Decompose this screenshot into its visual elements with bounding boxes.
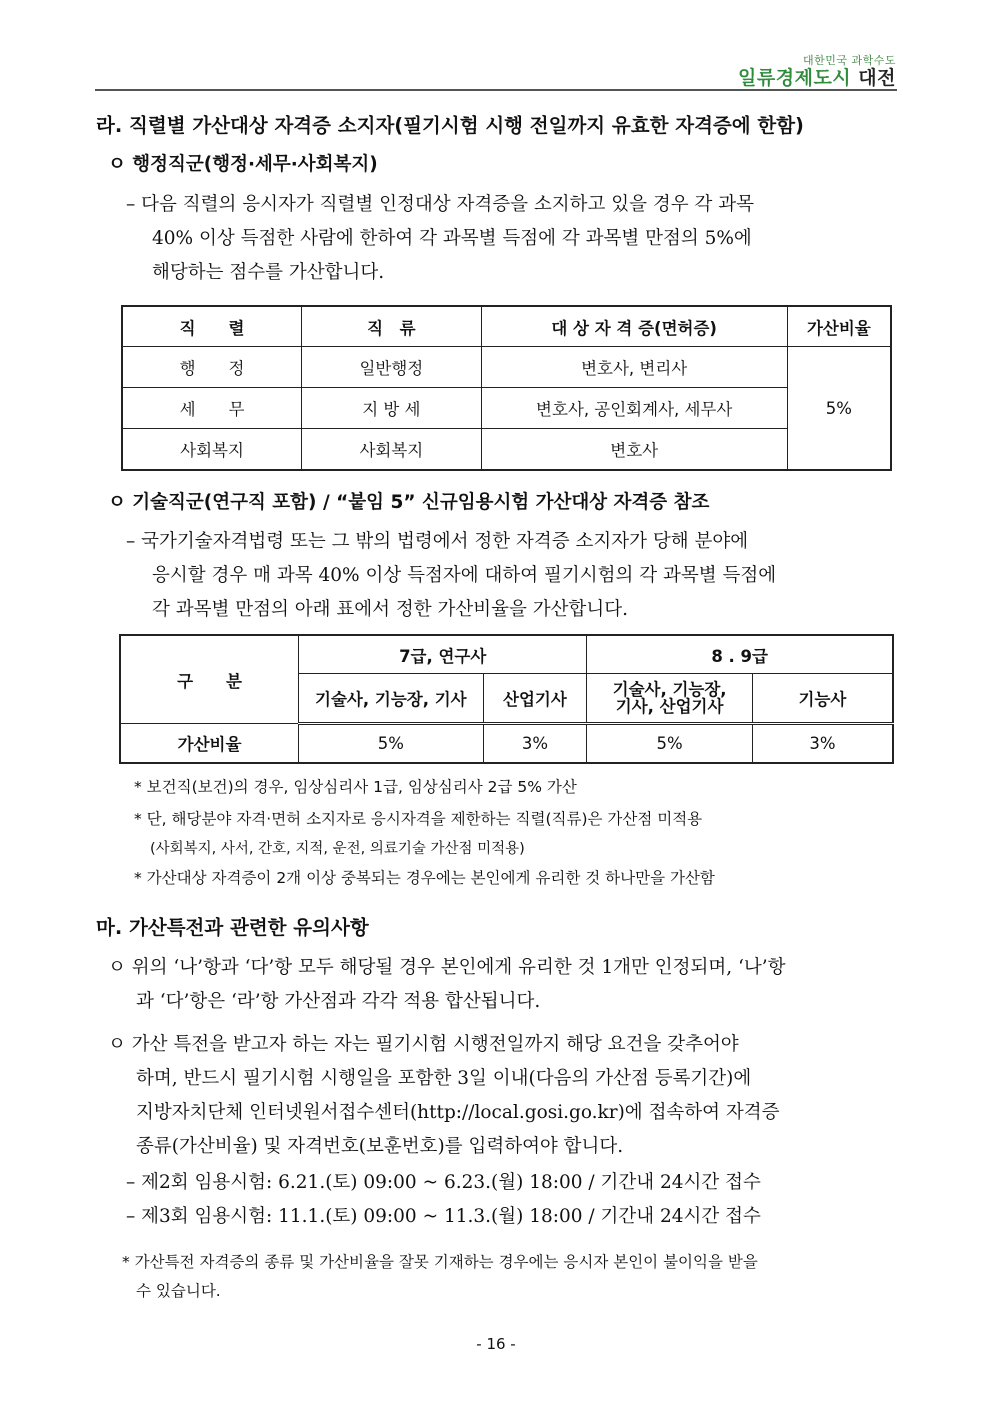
- city-logo: [738, 52, 896, 89]
- table-cell: 사회복지: [302, 429, 482, 471]
- table-cell: 행 정: [122, 347, 302, 388]
- table-cell: 사회복지: [122, 429, 302, 471]
- schedule-round-2: – 제2회 임용시험: 6.21.(토) 09:00 ~ 6.23.(월) 18:00 / 기간내 24시간 접수: [126, 1172, 761, 1193]
- tech-line-3: 각 과목별 만점의 아래 표에서 정한 가산비율을 가산합니다.: [152, 599, 628, 620]
- table-cell: 변호사, 변리사: [481, 347, 787, 388]
- row-label: 가산비율: [120, 724, 299, 764]
- table-row: [122, 429, 891, 471]
- ma-line-4: 하며, 반드시 필기시험 시행일을 포함한 3일 이내(다음의 가산점 등록기간)에: [136, 1068, 752, 1089]
- logo-tagline: 대한민국 과학수도: [802, 54, 896, 67]
- table-cell: 5%: [299, 724, 483, 764]
- ma-line-6: 종류(가산비율) 및 자격번호(보훈번호)를 입력하여야 합니다.: [136, 1136, 624, 1157]
- sub-header: 산업기사: [483, 674, 587, 724]
- logo-wordmark: 일류경제도시 대전: [738, 67, 896, 89]
- ma-line-3: ㅇ 가산 특전을 받고자 하는 자는 필기시험 시행전일까지 해당 요건을 갖추어야: [108, 1034, 739, 1055]
- group-header: 7급, 연구사: [299, 635, 587, 674]
- header-cell: 가산비율: [787, 306, 891, 347]
- admin-heading: ㅇ 행정직군(행정·세무·사회복지): [108, 154, 378, 175]
- admin-bonus-table: [121, 305, 892, 471]
- header-cell: 대 상 자 격 증(면허증): [481, 306, 787, 347]
- sub-header: 기술사, 기능장, 기사, 산업기사: [587, 674, 753, 724]
- tech-note-4: * 가산대상 자격증이 2개 이상 중복되는 경우에는 본인에게 유리한 것 하나만을 가산함: [134, 869, 715, 887]
- page-number: - 16 -: [476, 1335, 516, 1353]
- table-cell: 일반행정: [302, 347, 482, 388]
- section-ra-title: 라. 직렬별 가산대상 자격증 소지자(필기시험 시행 전일까지 유효한 자격증에 한함): [96, 114, 804, 137]
- table-row: [122, 388, 891, 429]
- ma-line-2: 과 ‘다’항은 ‘라’항 가산점과 각각 적용 합산됩니다.: [136, 991, 541, 1012]
- table-cell: 5%: [587, 724, 753, 764]
- rate-cell: 5%: [787, 347, 891, 471]
- admin-line-2: 40% 이상 득점한 사람에 한하여 각 과목별 득점에 각 과목별 만점의 5%에: [152, 228, 752, 249]
- sub-header: 기능사: [752, 674, 893, 724]
- tech-line-2: 응시할 경우 매 과목 40% 이상 득점자에 대하여 필기시험의 각 과목별 득점에: [152, 565, 777, 586]
- header-cell: 직 렬: [122, 306, 302, 347]
- table-cell: 변호사, 공인회계사, 세무사: [481, 388, 787, 429]
- section-ma-title: 마. 가산특전과 관련한 유의사항: [96, 916, 369, 939]
- table-cell: 세 무: [122, 388, 302, 429]
- admin-line-3: 해당하는 점수를 가산합니다.: [152, 262, 385, 283]
- table-row: [122, 347, 891, 388]
- header-divider: [95, 89, 897, 91]
- tech-heading: ㅇ 기술직군(연구직 포함) / “붙임 5” 신규임용시험 가산대상 자격증 참조: [108, 492, 710, 513]
- corner-cell: 구 분: [120, 635, 299, 724]
- ma-line-1: ㅇ 위의 ‘나’항과 ‘다’항 모두 해당될 경우 본인에게 유리한 것 1개만 인정되며, ‘나’항: [108, 957, 786, 978]
- header-cell: 직 류: [302, 306, 482, 347]
- table-cell: 변호사: [481, 429, 787, 471]
- ma-line-5: 지방자치단체 인터넷원서접수센터(http://local.gosi.go.kr)에 접속하여 자격증: [136, 1102, 780, 1123]
- table-row: [120, 724, 893, 764]
- table-cell: 3%: [483, 724, 587, 764]
- admin-line-1: – 다음 직렬의 응시자가 직렬별 인정대상 자격증을 소지하고 있을 경우 각 과목: [126, 194, 754, 215]
- tech-line-1: – 국가기술자격법령 또는 그 밖의 법령에서 정한 자격증 소지자가 당해 분야에: [126, 531, 749, 552]
- tech-note-1: * 보건직(보건)의 경우, 임상심리사 1급, 임상심리사 2급 5% 가산: [134, 778, 577, 796]
- tech-note-3: (사회복지, 사서, 간호, 지적, 운전, 의료기술 가산점 미적용): [150, 841, 525, 857]
- ma-note-2: 수 있습니다.: [136, 1282, 221, 1300]
- group-header: 8 . 9급: [587, 635, 893, 674]
- table-cell: 3%: [752, 724, 893, 764]
- sub-header: 기술사, 기능장, 기사: [299, 674, 483, 724]
- tech-bonus-table: [119, 634, 894, 764]
- table-cell: 지 방 세: [302, 388, 482, 429]
- tech-note-2: * 단, 해당분야 자격·면허 소지자로 응시자격을 제한하는 직렬(직류)은 가산점 미적용: [134, 810, 703, 828]
- ma-note-1: * 가산특전 자격증의 종류 및 가산비율을 잘못 기재하는 경우에는 응시자 본인이 불이익을 받을: [122, 1253, 758, 1271]
- schedule-round-3: – 제3회 임용시험: 11.1.(토) 09:00 ~ 11.3.(월) 18:00 / 기간내 24시간 접수: [126, 1206, 761, 1227]
